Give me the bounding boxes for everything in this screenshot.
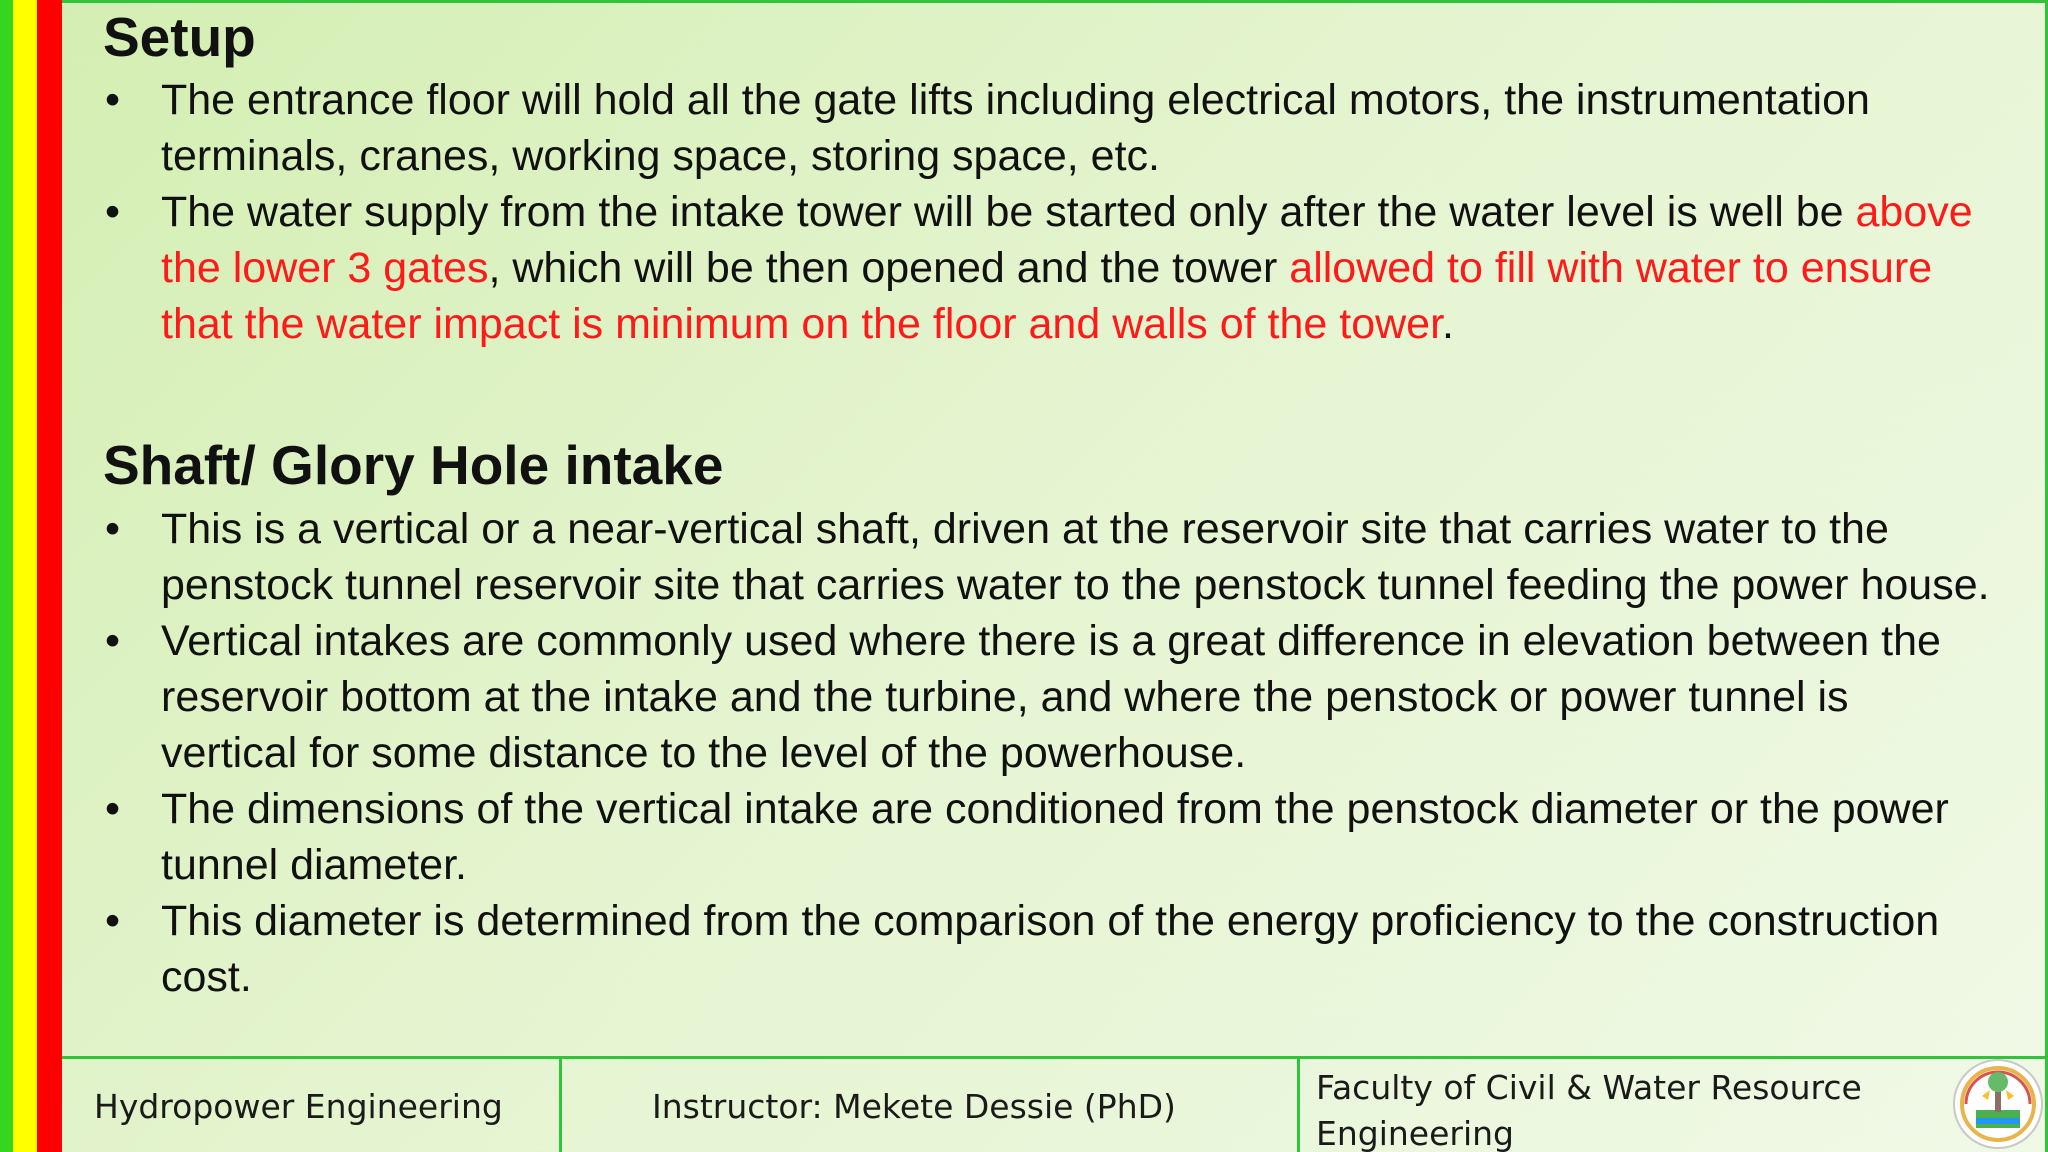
bullet-text: The entrance floor will hold all the gate lifts including electrical motors, the instrumentation terminals, cranes, working space, storing space, etc. <box>161 76 1870 180</box>
footer-course: Hydropower Engineering <box>94 1087 503 1126</box>
footer-faculty: Faculty of Civil & Water Resource Engineering <box>1316 1068 1862 1152</box>
bullet-text: The dimensions of the vertical intake are conditioned from the penstock diameter or the power tunnel diameter. <box>161 785 1949 889</box>
bullet-item <box>103 184 1993 352</box>
shaft-bullet-list <box>103 501 1993 1005</box>
bullet-text: This is a vertical or a near-vertical shaft, driven at the reservoir site that carries water to the penstock tunnel reservoir site that carries water to the penstock tunnel feeding the power house. <box>161 505 1990 609</box>
bullet-text: The water supply from the intake tower will be started only after the water level is well be <box>161 188 1856 236</box>
footer-course-cell <box>62 1059 562 1152</box>
footer-faculty-cell <box>1300 1059 1940 1152</box>
bullet-text: , which will be then opened and the tower <box>488 244 1290 292</box>
highlighted-text: allowed to fill with water to ensure that the water impact is minimum on the floor and walls of the tower <box>161 244 1933 348</box>
bullet-item <box>103 501 1993 613</box>
footer-instructor-cell <box>562 1059 1300 1152</box>
left-stripe-yellow <box>13 0 37 1152</box>
setup-bullet-list <box>103 72 1993 352</box>
footer-instructor: Instructor: Mekete Dessie (PhD) <box>652 1087 1176 1126</box>
bullet-text: This diameter is determined from the comparison of the energy proficiency to the construction cost. <box>161 897 1940 1001</box>
bullet-item <box>103 893 1993 1005</box>
highlighted-text: above the lower 3 gates <box>161 188 1973 292</box>
left-stripe-red <box>37 0 62 1152</box>
slide-footer <box>62 1056 2048 1152</box>
section-heading-setup: Setup <box>103 6 256 68</box>
left-stripe-green <box>0 0 13 1152</box>
university-seal-icon <box>1952 1058 2044 1150</box>
bullet-text: Vertical intakes are commonly used where there is a great difference in elevation between the reservoir bottom at the intake and the turbine, and where the penstock or power tunnel is vertical for some distance to the level of the powerhouse. <box>161 617 1941 777</box>
bullet-text: . <box>1442 300 1454 348</box>
bullet-item <box>103 781 1993 893</box>
bullet-item <box>103 72 1993 184</box>
section-heading-shaft-glory-hole: Shaft/ Glory Hole intake <box>103 434 724 496</box>
bullet-item <box>103 613 1993 781</box>
